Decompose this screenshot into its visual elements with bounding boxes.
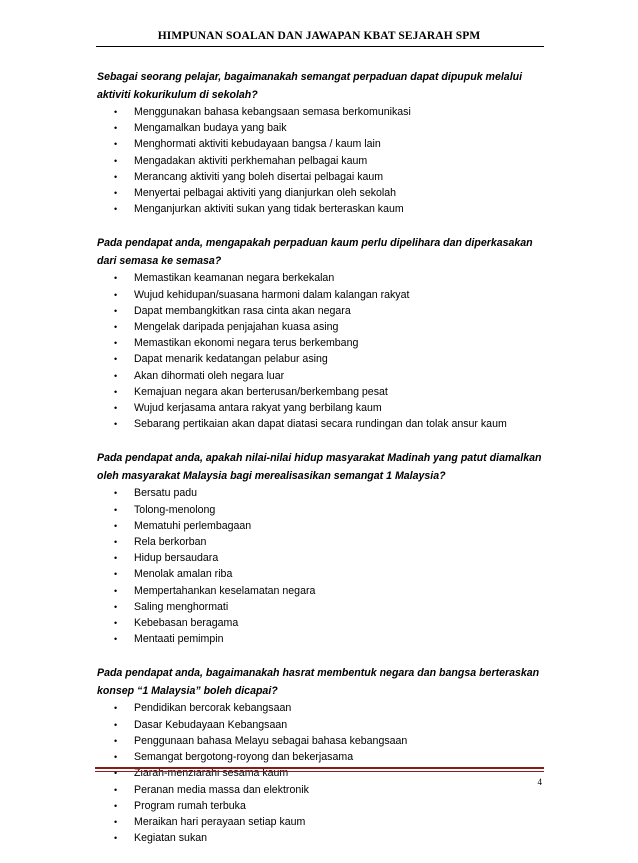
list-item: [97, 368, 545, 384]
qa-section: [97, 664, 545, 846]
list-item: [97, 830, 545, 846]
list-item: [97, 485, 545, 501]
list-item-text: Memastikan keamanan negara berkekalan: [134, 272, 335, 285]
list-item: [97, 351, 545, 367]
footer-rule-thin: [95, 771, 544, 772]
list-item: [97, 270, 545, 286]
bullet-icon: •: [114, 139, 118, 150]
question-heading: Sebagai seorang pelajar, bagaimanakah semangat perpaduan dapat dipupuk melalui aktiviti kokurikulum di sekolah?: [97, 71, 523, 101]
answer-list: [97, 700, 545, 846]
answer-list: [97, 104, 545, 217]
list-item: [97, 518, 545, 534]
list-item: [97, 287, 545, 303]
bullet-icon: •: [114, 703, 118, 714]
qa-section: [97, 234, 545, 432]
qa-section: [97, 449, 545, 647]
list-item: [97, 749, 545, 765]
header-rule: [96, 46, 544, 47]
list-item-text: Rela berkorban: [134, 536, 207, 549]
bullet-icon: •: [114, 204, 118, 215]
list-item-text: Saling menghormati: [134, 600, 229, 613]
list-item-text: Dapat membangkitkan rasa cinta akan negara: [134, 304, 351, 317]
bullet-icon: •: [114, 155, 118, 166]
list-item: [97, 319, 545, 335]
list-item: [97, 303, 545, 319]
list-item: [97, 566, 545, 582]
list-item: [97, 185, 545, 201]
list-item: [97, 120, 545, 136]
bullet-icon: •: [114, 171, 118, 182]
list-item-text: Wujud kehidupan/suasana harmoni dalam kalangan rakyat: [134, 288, 410, 301]
list-item-text: Dasar Kebudayaan Kebangsaan: [134, 718, 288, 731]
bullet-icon: •: [114, 273, 118, 284]
list-item: [97, 733, 545, 749]
list-item-text: Menganjurkan aktiviti sukan yang tidak berteraskan kaum: [134, 203, 404, 216]
document-body: [97, 68, 545, 863]
list-item: [97, 798, 545, 814]
list-item: [97, 502, 545, 518]
list-item: [97, 335, 545, 351]
page-number: 4: [537, 777, 542, 787]
list-item: [97, 169, 545, 185]
list-item-text: Menggunakan bahasa kebangsaan semasa berkomunikasi: [134, 106, 411, 118]
list-item-text: Pendidikan bercorak kebangsaan: [134, 702, 292, 715]
list-item: [97, 583, 545, 599]
bullet-icon: •: [114, 338, 118, 349]
footer-rule-thick: [95, 767, 544, 769]
bullet-icon: •: [114, 618, 118, 629]
bullet-icon: •: [114, 354, 118, 365]
list-item-text: Memastikan ekonomi negara terus berkembang: [134, 337, 359, 350]
list-item-text: Merancang aktiviti yang boleh disertai pelbagai kaum: [134, 170, 384, 183]
qa-section: [97, 68, 545, 217]
list-item-text: Bersatu padu: [134, 487, 198, 500]
bullet-icon: •: [114, 419, 118, 430]
bullet-icon: •: [114, 634, 118, 645]
list-item-text: Penggunaan bahasa Melayu sebagai bahasa kebangsaan: [134, 734, 408, 747]
list-item-text: Tolong-menolong: [134, 503, 216, 516]
list-item: [97, 700, 545, 716]
bullet-icon: •: [114, 107, 118, 117]
list-item-text: Mengelak daripada penjajahan kuasa asing: [134, 321, 339, 334]
list-item-text: Menyertai pelbagai aktiviti yang dianjurkan oleh sekolah: [134, 187, 397, 200]
list-item: [97, 599, 545, 615]
bullet-icon: •: [114, 305, 118, 316]
bullet-icon: •: [114, 800, 118, 811]
bullet-icon: •: [114, 768, 118, 779]
bullet-icon: •: [114, 403, 118, 414]
list-item: [97, 550, 545, 566]
list-item-text: Akan dihormati oleh negara luar: [134, 369, 285, 382]
question-heading: Pada pendapat anda, bagaimanakah hasrat membentuk negara dan bangsa berteraskan konsep “1 Malaysia” boleh dicapai?: [97, 667, 540, 698]
list-item-text: Dapat menarik kedatangan pelabur asing: [134, 353, 328, 366]
bullet-icon: •: [114, 289, 118, 300]
bullet-icon: •: [114, 585, 118, 596]
page-header-title: HIMPUNAN SOALAN DAN JAWAPAN KBAT SEJARAH SPM: [157, 30, 481, 42]
list-item: [97, 201, 545, 217]
bullet-icon: •: [114, 752, 118, 763]
bullet-icon: •: [114, 833, 118, 844]
bullet-icon: •: [114, 816, 118, 827]
bullet-icon: •: [114, 504, 118, 515]
list-item: [97, 782, 545, 798]
bullet-icon: •: [114, 520, 118, 531]
bullet-icon: •: [114, 188, 118, 199]
list-item-text: Mentaati pemimpin: [134, 633, 224, 646]
bullet-icon: •: [114, 735, 118, 746]
list-item-text: Kebebasan beragama: [134, 617, 239, 630]
bullet-icon: •: [114, 569, 118, 580]
list-item: [97, 814, 545, 830]
list-item: [97, 136, 545, 152]
list-item-text: Kemajuan negara akan berterusan/berkembang pesat: [134, 385, 388, 398]
list-item: [97, 384, 545, 400]
list-item-text: Program rumah terbuka: [134, 799, 246, 812]
bullet-icon: •: [114, 123, 118, 134]
list-item-text: Mengadakan aktiviti perkhemahan pelbagai kaum: [134, 154, 368, 167]
list-item-text: Menghormati aktiviti kebudayaan bangsa / kaum lain: [134, 138, 381, 151]
list-item: [97, 153, 545, 169]
bullet-icon: •: [114, 784, 118, 795]
bullet-icon: •: [114, 719, 118, 730]
list-item-text: Hidup bersaudara: [134, 552, 219, 565]
list-item-text: Semangat bergotong-royong dan bekerjasama: [134, 751, 354, 764]
list-item-text: Meraikan hari perayaan setiap kaum: [134, 815, 306, 828]
bullet-icon: •: [114, 322, 118, 333]
list-item-text: Peranan media massa dan elektronik: [134, 783, 309, 796]
bullet-icon: •: [114, 537, 118, 548]
list-item-text: Menolak amalan riba: [134, 568, 233, 581]
list-item: [97, 400, 545, 416]
bullet-icon: •: [114, 488, 118, 499]
list-item-text: Kegiatan sukan: [134, 832, 208, 845]
bullet-icon: •: [114, 386, 118, 397]
bullet-icon: •: [114, 601, 118, 612]
answer-list: [97, 485, 545, 647]
list-item-text: Mengamalkan budaya yang baik: [134, 122, 287, 135]
list-item: [97, 615, 545, 631]
list-item: [97, 416, 545, 432]
list-item-text: Wujud kerjasama antara rakyat yang berbilang kaum: [134, 402, 382, 415]
bullet-icon: •: [114, 370, 118, 381]
list-item-text: Mematuhi perlembagaan: [134, 519, 252, 532]
list-item-text: Sebarang pertikaian akan dapat diatasi secara rundingan dan tolak ansur kaum: [134, 418, 507, 431]
list-item-text: Ziarah-menziarahi sesama kaum: [134, 767, 289, 780]
question-heading: Pada pendapat anda, mengapakah perpaduan kaum perlu dipelihara dan diperkasakan dari semasa ke semasa?: [97, 237, 533, 268]
list-item: [97, 631, 545, 647]
answer-list: [97, 270, 545, 432]
list-item-text: Mempertahankan keselamatan negara: [134, 584, 316, 597]
question-heading: Pada pendapat anda, apakah nilai-nilai hidup masyarakat Madinah yang patut diamalkan oleh masyarakat Malaysia bagi merealisasikan semangat 1 Malaysia?: [97, 452, 542, 483]
bullet-icon: •: [114, 553, 118, 564]
list-item: [97, 534, 545, 550]
list-item: [97, 717, 545, 733]
list-item: [97, 104, 545, 120]
